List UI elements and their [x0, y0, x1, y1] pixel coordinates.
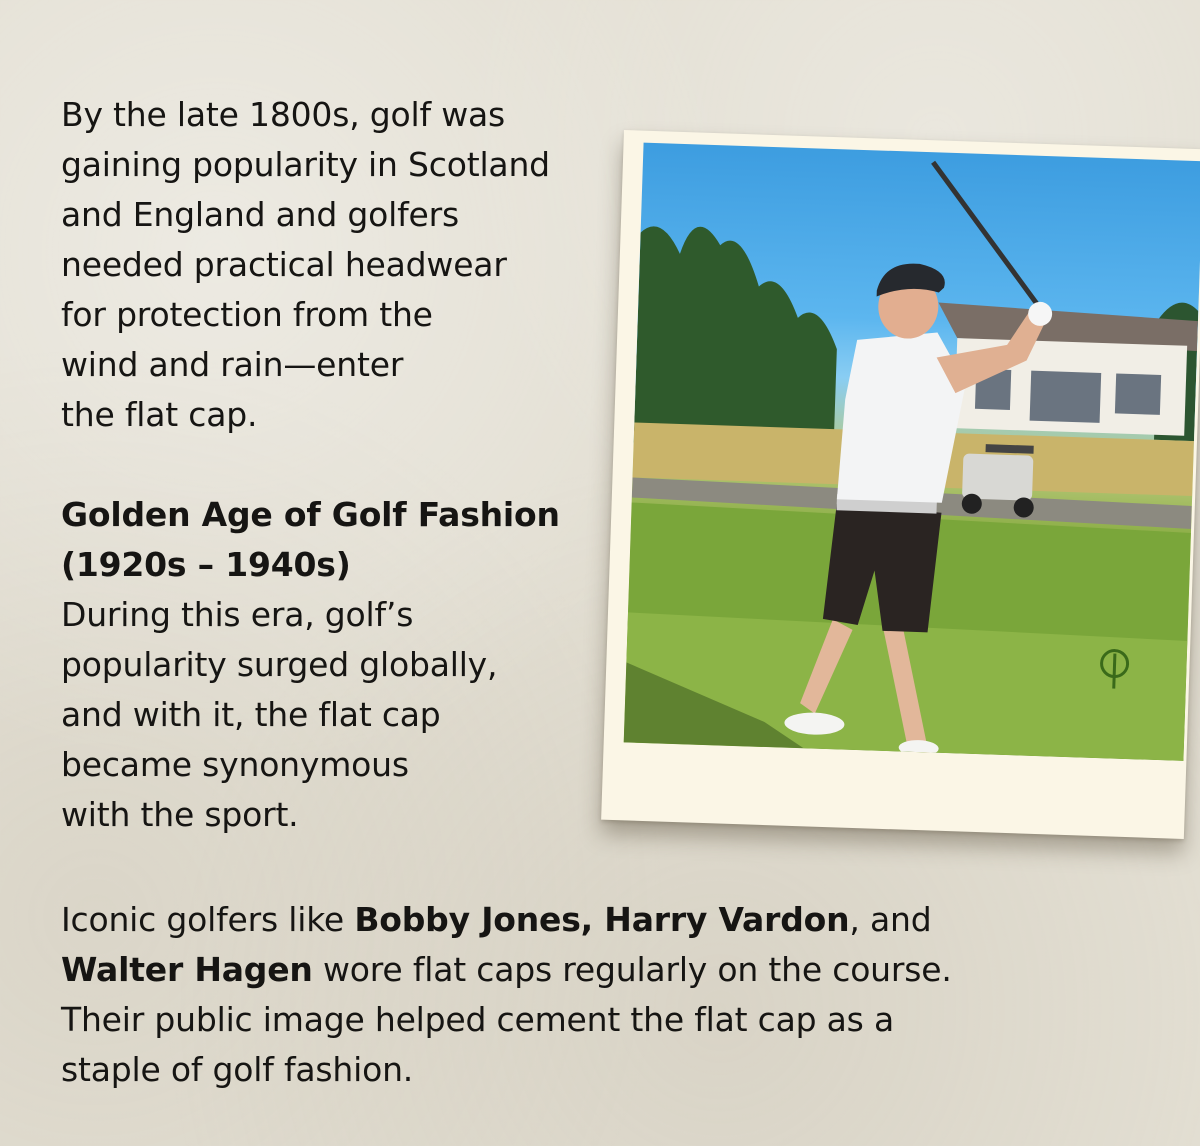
text-line: became synonymous	[61, 745, 409, 784]
text-line: gaining popularity in Scotland	[61, 145, 550, 184]
text-line: Their public image helped cement the flat cap as a	[61, 1000, 894, 1039]
section-heading-years: (1920s – 1940s)	[61, 545, 351, 584]
text-line: for protection from the	[61, 295, 433, 334]
text-segment: , and	[849, 900, 932, 939]
text-line: During this era, golf’s	[61, 595, 414, 634]
text-line	[61, 895, 952, 945]
polaroid-frame	[601, 130, 1200, 839]
text-line	[61, 945, 952, 995]
text-line: and with it, the flat cap	[61, 695, 441, 734]
section-heading: Golden Age of Golf Fashion	[61, 495, 560, 534]
golfer-shorts	[823, 504, 942, 633]
iconic-golfers-paragraph	[61, 895, 952, 1095]
text-line: popularity surged globally,	[61, 645, 498, 684]
text-line: By the late 1800s, golf was	[61, 95, 505, 134]
text-line: wind and rain—enter	[61, 345, 404, 384]
golf-club	[928, 162, 1043, 306]
text-segment: Iconic golfers like	[61, 900, 355, 939]
golfer-names: Bobby Jones, Harry Vardon	[354, 900, 850, 939]
text-line: the flat cap.	[61, 395, 258, 434]
golden-age-section	[61, 490, 560, 840]
text-line: with the sport.	[61, 795, 299, 834]
tree-line	[634, 225, 841, 449]
golfer-illustration	[624, 143, 1200, 761]
text-line: needed practical headwear	[61, 245, 507, 284]
text-line: staple of golf fashion.	[61, 1050, 414, 1089]
golfer-name: Walter Hagen	[61, 950, 313, 989]
golfer-photo	[624, 143, 1200, 761]
intro-paragraph	[61, 90, 550, 440]
text-segment: wore flat caps regularly on the course.	[312, 950, 952, 989]
text-line: and England and golfers	[61, 195, 459, 234]
